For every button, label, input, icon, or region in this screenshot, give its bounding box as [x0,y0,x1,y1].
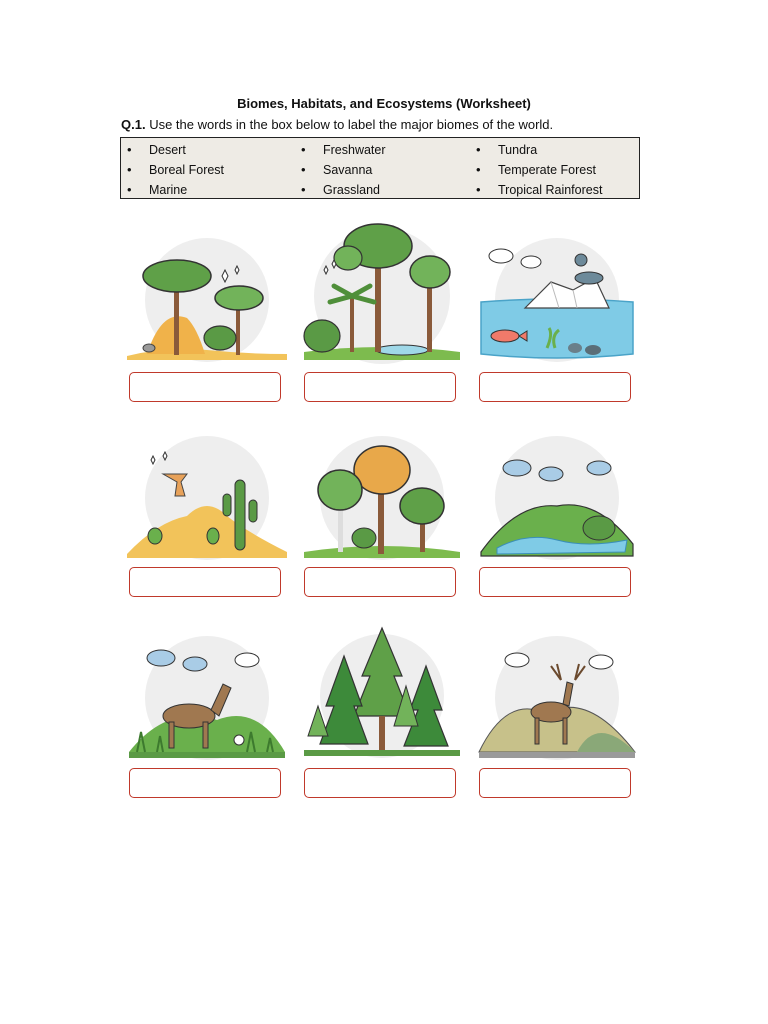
boreal-forest-illustration [302,626,462,764]
answer-box[interactable] [479,372,631,402]
freshwater-illustration [477,436,637,564]
word-item: • Grassland [301,182,380,197]
word-column [127,140,224,200]
word-item: • Boreal Forest [127,162,225,177]
answer-box[interactable] [129,372,281,402]
grassland-illustration [127,634,287,764]
word-item: • Desert [127,142,186,157]
answer-box[interactable] [304,372,456,402]
tundra-illustration [477,634,637,764]
marine-illustration [477,238,637,368]
question-prompt [121,117,553,132]
answer-box[interactable] [304,567,456,597]
savanna-illustration [127,238,287,368]
word-box [120,137,640,199]
word-item: • Freshwater [301,142,386,157]
word-column [301,140,386,200]
answer-box[interactable] [129,768,281,798]
answer-box[interactable] [304,768,456,798]
word-column [476,140,602,200]
answer-box[interactable] [479,768,631,798]
question-number: Q.1. [121,117,146,132]
worksheet-title: Biomes, Habitats, and Ecosystems (Worksheet) [237,96,531,111]
question-text: Use the words in the box below to label the major biomes of the world. [149,117,554,132]
answer-box[interactable] [129,567,281,597]
desert-illustration [127,436,287,564]
word-item: • Temperate Forest [476,162,596,177]
answer-box[interactable] [479,567,631,597]
word-item: • Tropical Rainforest [476,182,603,197]
word-item: • Tundra [476,142,538,157]
temperate-forest-illustration [302,436,462,564]
tropical-rainforest-illustration [302,216,462,368]
word-item: • Marine [127,182,188,197]
word-item: • Savanna [301,162,373,177]
